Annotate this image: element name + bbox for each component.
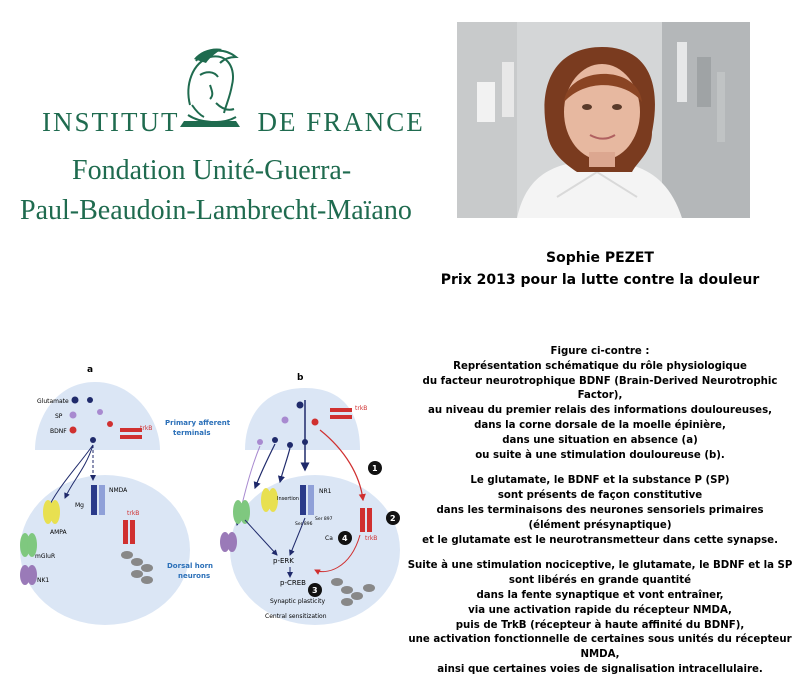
de-france-word: DE FRANCE [257, 107, 425, 137]
caption-p1-line-2: Représentation schématique du rôle physiologique [453, 360, 747, 372]
ampa-label-a: AMPA [50, 529, 67, 536]
calcium-label: Ca [325, 535, 333, 542]
glutamate-release-point [90, 437, 96, 443]
bdnf-dot-a [70, 427, 77, 434]
caption-p3-line-1: Suite à une stimulation nociceptive, le glutamate, le BDNF et la SP [407, 560, 793, 572]
glutamate-dot-b [297, 402, 304, 409]
trkb-label-b: trkB [355, 405, 368, 412]
mg-label-a: Mg [75, 502, 84, 509]
glutamate-dot-a [72, 397, 79, 404]
step-2-number: 2 [390, 514, 396, 523]
primary-afferent-label-1: Primary afferent [165, 419, 231, 427]
caption-p2-line-4: (élément présynaptique) [528, 519, 672, 531]
caption-p3-line-5: puis de TrkB (récepteur à haute affinité du BDNF), [455, 619, 745, 631]
nr1-label: NR1 [319, 488, 332, 495]
ampa-receptor-b [261, 488, 278, 512]
institut-word: INSTITUT [42, 107, 180, 137]
caption-p3-line-6: une activation fonctionnelle de certaines sous unités du récepteur NMDA, [408, 634, 792, 661]
foundation-name-line-2: Paul-Beaudoin-Lambrecht-Maïano [20, 195, 412, 226]
step-4-number: 4 [342, 534, 348, 543]
trkb-label-a: trkB [140, 425, 153, 432]
caption-p3-line-3: dans la fente synaptique et vont entraîner, [476, 589, 724, 601]
foundation-name-line-1: Fondation Unité-Guerra- [72, 155, 352, 186]
caption-p3-line-7: ainsi que certaines voies de signalisation intracellulaire. [437, 663, 763, 675]
prize-title: Prix 2013 pour la lutte contre la douleur [440, 272, 760, 288]
sp-vesicle [97, 409, 103, 415]
panel-a-label: a [87, 365, 94, 375]
glutamate-label-a: Glutamate [37, 398, 69, 405]
portrait-photo-illustration [457, 22, 750, 218]
ser896-label: Ser 896 [295, 522, 313, 527]
dorsal-horn-label-1: Dorsal horn [167, 562, 214, 570]
sp-dot-a [70, 412, 77, 419]
insertion-label: Insertion [277, 496, 299, 502]
trkb-label-a-post: trkB [127, 510, 140, 517]
ser897-label: Ser 897 [315, 517, 333, 522]
primary-afferent-label-2: terminals [173, 429, 211, 437]
caption-p2-line-5: et le glutamate est le neurotransmetteur dans cette synapse. [422, 534, 778, 546]
trkb-label-b-post: trkB [365, 535, 378, 542]
arrow-to-nmda-b [280, 448, 290, 482]
portrait-photo [457, 22, 750, 218]
step-3-badge [308, 583, 322, 597]
caption-p1-line-5: dans la corne dorsale de la moelle épinière, [474, 419, 726, 431]
ampa-receptor-a [43, 500, 60, 524]
caption-p1-line-4: au niveau du premier relais des informations douloureuses, [427, 405, 773, 417]
mglur-receptor-b [233, 500, 250, 524]
step-1-number: 1 [372, 464, 378, 473]
caption-p1-line-7: ou suite à une stimulation douloureuse (b). [475, 449, 725, 461]
nk1-label-a: NK1 [37, 577, 50, 584]
paragraph-gap [400, 463, 800, 474]
panel-b-label: b [297, 373, 304, 383]
sp-dot-b [282, 417, 289, 424]
mglur-label-a: mGluR [35, 553, 56, 560]
caption-p3-line-4: via une activation rapide du récepteur NMDA, [468, 604, 732, 616]
bdnf-dot-b [312, 419, 319, 426]
step-2-badge [386, 511, 400, 525]
paragraph-gap [400, 548, 800, 559]
glutamate-release-b1 [272, 437, 278, 443]
glutamate-vesicle [87, 397, 93, 403]
sp-release-b [257, 439, 263, 445]
dorsal-horn-label-2: neurons [178, 572, 211, 580]
bdnf-vesicle [107, 421, 113, 427]
figure-caption [400, 345, 800, 678]
bdnf-schematic-diagram [15, 360, 400, 635]
nk1-receptor-b [220, 532, 237, 552]
caption-p1-line-6: dans une situation en absence (a) [502, 434, 698, 446]
institut-de-france-logo [20, 45, 425, 235]
caption-p2-line-2: sont présents de façon constitutive [497, 490, 703, 502]
institut-de-france-wordmark [42, 107, 425, 138]
caption-p2-line-1: Le glutamate, le BDNF et la substance P (SP) [470, 475, 730, 487]
nmda-label-a: NMDA [109, 487, 128, 494]
nk1-receptor-a [20, 565, 37, 585]
laureate-name: Sophie PEZET [546, 250, 654, 266]
presynaptic-terminal-a [35, 382, 160, 450]
caption-p1-line-1: Figure ci-contre : [550, 346, 650, 357]
central-sensitization-label: Central sensitization [265, 613, 327, 620]
bdnf-schematic-figure [15, 360, 400, 635]
pcreb-label: p-CREB [280, 579, 306, 587]
step-4-badge [338, 531, 352, 545]
caption-p1-line-3: du facteur neurotrophique BDNF (Brain-Derived Neurotrophic Factor), [422, 375, 778, 402]
step-1-badge [368, 461, 382, 475]
caption-p3-line-2: sont libérés en grande quantité [508, 575, 692, 587]
synaptic-plasticity-label: Synaptic plasticity [270, 598, 326, 605]
sp-label-a: SP [55, 413, 63, 420]
perk-label: p-ERK [273, 557, 294, 565]
step-3-number: 3 [312, 586, 318, 595]
bdnf-label-a: BDNF [50, 428, 67, 435]
caption-p2-line-3: dans les terminaisons des neurones sensoriels primaires [436, 504, 764, 516]
glutamate-release-b2 [287, 442, 293, 448]
